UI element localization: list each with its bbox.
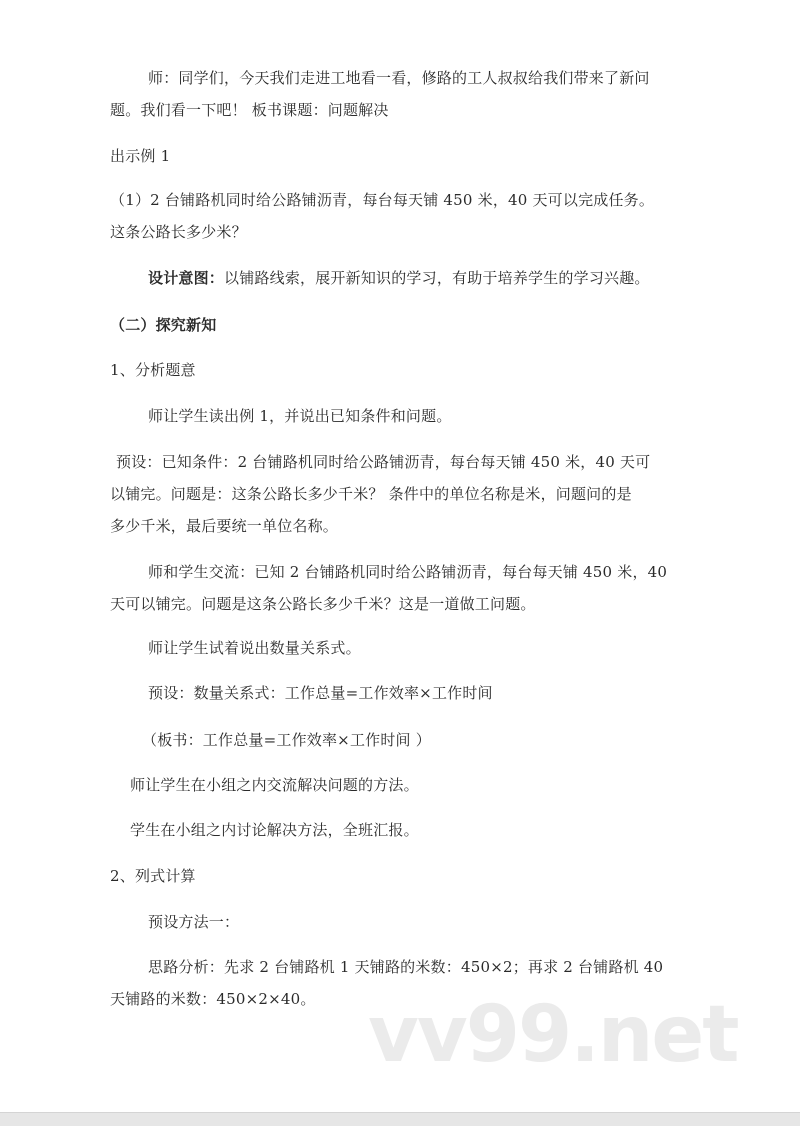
paragraph-line: 师让学生读出例 1，并说出已知条件和问题。 [148,407,452,425]
paragraph-line: 师和学生交流：已知 2 台铺路机同时给公路铺沥青，每台每天铺 450 米，40 [148,563,668,581]
paragraph-line: 题。我们看一下吧！ 板书课题：问题解决 [110,101,389,119]
next-page [0,1126,800,1137]
subsection-heading: 1、分析题意 [110,361,196,379]
paragraph-line: 师让学生试着说出数量关系式。 [148,639,361,657]
page-separator [0,1112,800,1127]
paragraph-line: 预设方法一： [148,913,240,931]
watermark: vv99.net [368,990,738,1080]
example-heading: 出示例 1 [110,147,171,165]
paragraph-line: 多少千米，最后要统一单位名称。 [110,517,339,535]
paragraph-line: 天可以铺完。问题是这条公路长多少千米？这是一道做工问题。 [110,595,536,613]
paragraph-line: 师让学生在小组之内交流解决问题的方法。 [130,776,419,794]
paragraph-line: （1）2 台铺路机同时给公路铺沥青，每台每天铺 450 米，40 天可以完成任务。 [110,191,655,209]
paragraph-line: 这条公路长多少米？ [110,223,247,241]
paragraph-line: 思路分析：先求 2 台铺路机 1 天铺路的米数：450×2；再求 2 台铺路机 40 [148,958,664,976]
paragraph-line: 预设：已知条件：2 台铺路机同时给公路铺沥青，每台每天铺 450 米，40 天可 [116,453,651,471]
paragraph-line: 以铺完。问题是：这条公路长多少千米？ 条件中的单位名称是米，问题问的是 [110,485,632,503]
subsection-heading: 2、列式计算 [110,867,196,885]
paragraph-line: （板书：工作总量=工作效率×工作时间 ） [142,731,431,749]
section-heading: （二）探究新知 [110,316,217,334]
design-intent-text: 以铺路线索，展开新知识的学习，有助于培养学生的学习兴趣。 [224,269,650,287]
paragraph-line: 天铺路的米数：450×2×40。 [110,990,316,1008]
design-intent-label: 设计意图： [148,269,225,287]
design-intent-line [148,268,650,288]
paragraph-line: 预设：数量关系式：工作总量=工作效率×工作时间 [148,684,493,702]
paragraph-line: 学生在小组之内讨论解决方法，全班汇报。 [130,821,419,839]
paragraph-line: 师：同学们，今天我们走进工地看一看，修路的工人叔叔给我们带来了新问 [148,69,650,87]
